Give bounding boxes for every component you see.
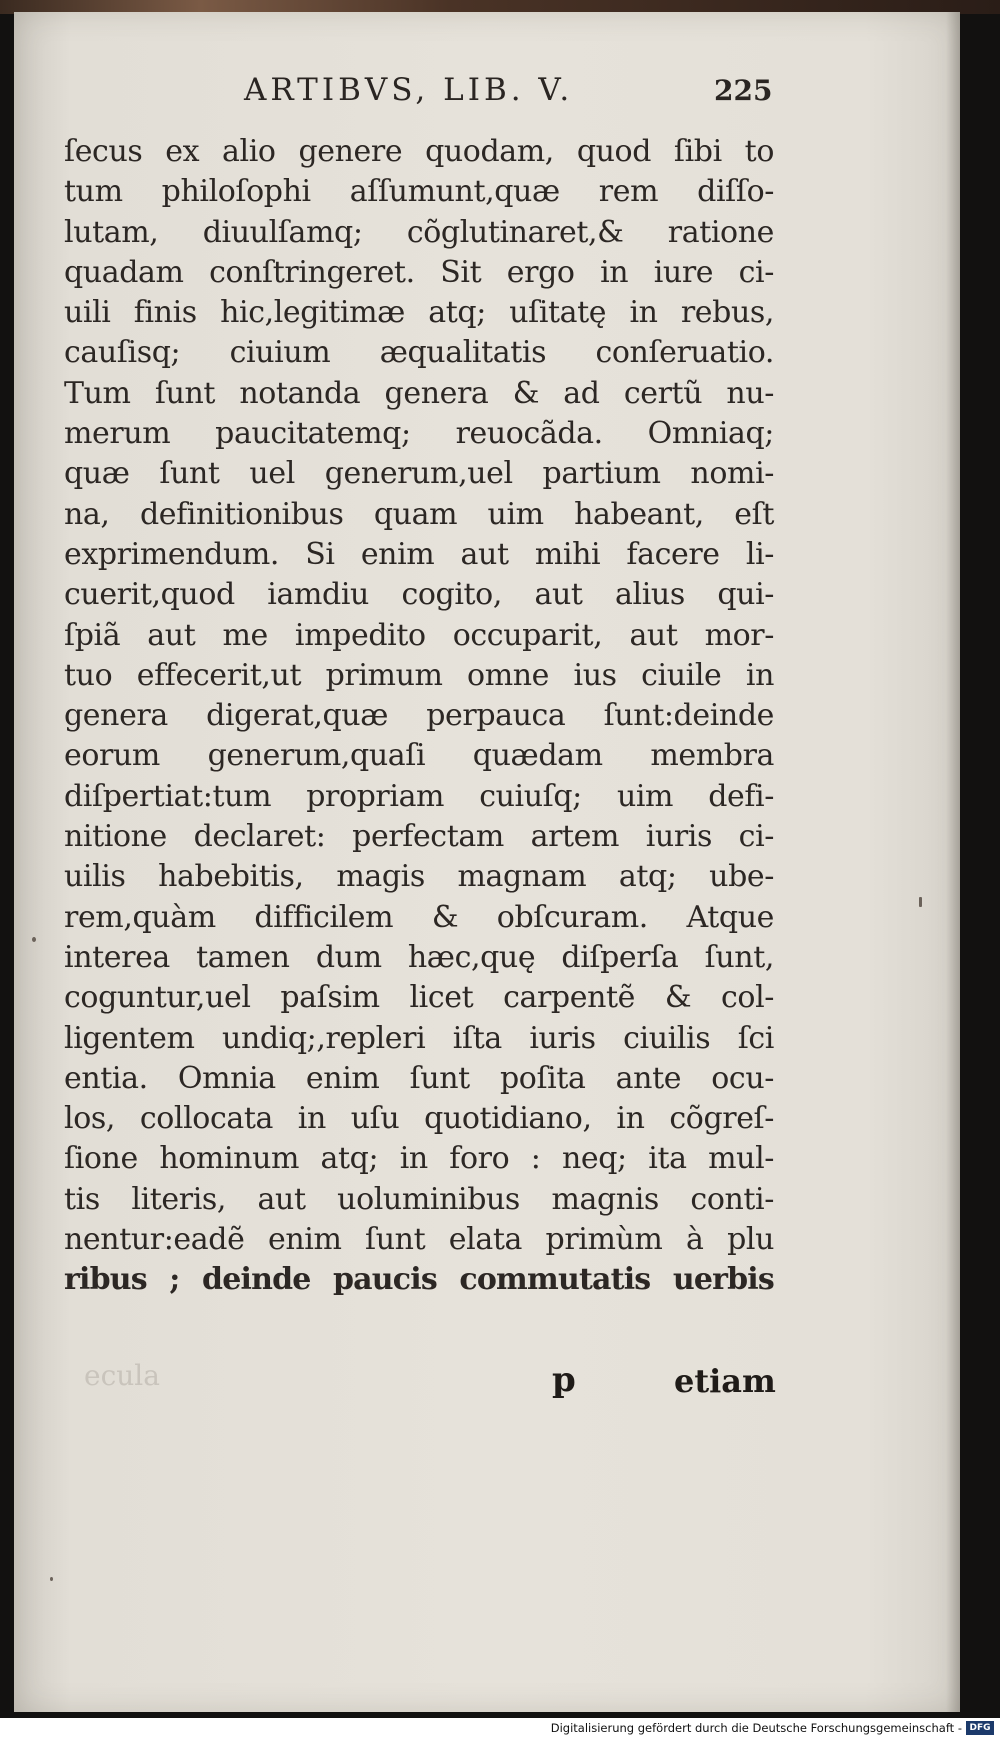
text-line: cuerit,quod iamdiu cogito, aut alius qui- <box>64 577 774 613</box>
text-line: interea tamen dum hæc,quę diſperſa ſunt, <box>64 939 774 975</box>
text-line: ſione hominum atq; in foro : neq; ita mul- <box>64 1141 774 1177</box>
text-line: ribus ; deinde paucis commutatis uerbis <box>64 1262 774 1298</box>
page-number: 225 <box>714 74 773 107</box>
text-line: eorum generum,quaſi quædam membra <box>64 738 774 774</box>
running-head: ARTIBVS, LIB. V. <box>244 72 574 108</box>
text-line: exprimendum. Si enim aut mihi facere li- <box>64 536 774 572</box>
text-line: Tum ſunt notanda genera & ad certũ nu- <box>64 375 774 411</box>
text-line: lutam, diuulſamq; cõglutinaret,& ratione <box>64 214 774 250</box>
text-line: tis literis, aut uoluminibus magnis conti- <box>64 1181 774 1217</box>
text-line: tuo effecerit,ut primum omne ius ciuile in <box>64 657 774 693</box>
text-line: quæ ſunt uel generum,uel partium nomi- <box>64 456 774 492</box>
text-line: coguntur,uel paſsim licet carpentẽ & col- <box>64 980 774 1016</box>
text-line: cauſisq; ciuium æqualitatis conſeruatio. <box>64 335 774 371</box>
text-line: na, definitionibus quam uim habeant, eſt <box>64 496 774 532</box>
catchword: etiam <box>674 1362 776 1400</box>
offset-ghost-text: ecula <box>84 1359 160 1392</box>
text-line: nitione declaret: perfectam artem iuris ci- <box>64 819 774 855</box>
digitization-credit: Digitalisierung gefördert durch die Deutsche Forschungsgemeinschaft - <box>550 1721 962 1735</box>
text-line: entia. Omnia enim ſunt poſita ante ocu- <box>64 1060 774 1096</box>
text-line: ſpiã aut me impedito occuparit, aut mor- <box>64 617 774 653</box>
text-line: diſpertiat:tum propriam cuiuſq; uim defi- <box>64 778 774 814</box>
book-page <box>14 12 960 1712</box>
text-line: ſecus ex alio genere quodam, quod ſibi to <box>64 134 774 169</box>
signature-mark: p <box>552 1360 576 1400</box>
text-line: genera digerat,quæ perpauca ſunt:deinde <box>64 698 774 734</box>
text-line: rem,quàm difficilem & obſcuram. Atque <box>64 899 774 935</box>
text-line: los, collocata in uſu quotidiano, in cõgreſ- <box>64 1101 774 1137</box>
text-line: nentur:eadẽ enim ſunt elata primùm à plu <box>64 1222 774 1258</box>
text-line: tum philoſophi aſſumunt,quæ rem diſſo- <box>64 174 774 210</box>
text-line: uilis habebitis, magis magnam atq; ube- <box>64 859 774 895</box>
dfg-logo: DFG <box>966 1721 994 1735</box>
text-line: quadam conſtringeret. Sit ergo in iure ci- <box>64 254 774 290</box>
text-line: merum paucitatemq; reuocãda. Omniaq; <box>64 416 774 452</box>
page-edge-shadow <box>946 12 960 1712</box>
text-line: uili finis hic,legitimæ atq; uſitatę in rebus, <box>64 295 774 331</box>
text-line: ligentem undiq;,repleri iſta iuris ciuilis ſci <box>64 1020 774 1056</box>
body-text <box>64 132 774 1301</box>
